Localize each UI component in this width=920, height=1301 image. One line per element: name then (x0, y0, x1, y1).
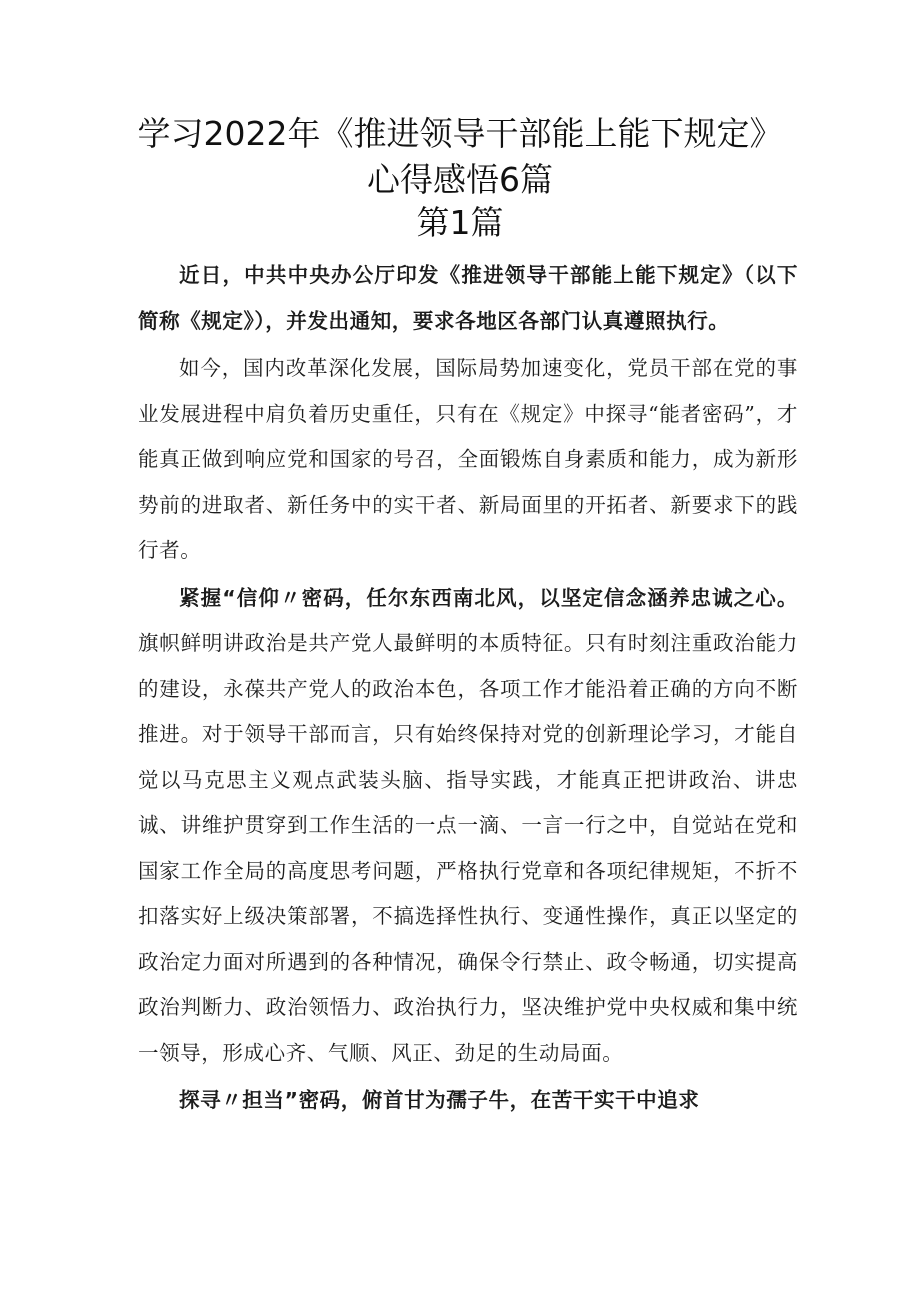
paragraph-3-heading: 紧握“信仰〃密码，任尔东西南北风，以坚定信念涵养忠诚之心。 (179, 585, 798, 610)
paragraph-1: 近日，中共中央办公厅印发《推进领导干部能上能下规定》（以下简称《规定》），并发出通知，要求各地区各部门认真遵照执行。 (138, 263, 798, 333)
paragraph-3 (138, 576, 798, 1077)
section-heading: 第1篇 (416, 203, 504, 242)
document-title-line-1: 学习2022年《推进领导干部能上能下规定》 (137, 114, 783, 153)
document-body (138, 253, 798, 1126)
paragraph-2: 如今，国内改革深化发展，国际局势加速变化，党员干部在党的事业发展进程中肩负着历史重任，只有在《规定》中探寻“能者密码”，才能真正做到响应党和国家的号召，全面锻炼自身素质和能力，成为新形势前的进取者、新任务中的实干者、新局面里的开拓者、新要求下的践行者。 (138, 356, 798, 562)
paragraph-3-body: 旗帜鲜明讲政治是共产党人最鲜明的本质特征。只有时刻注重政治能力的建设，永葆共产党人的政治本色，各项工作才能沿着正确的方向不断推进。对于领导干部而言，只有始终保持对党的创新理论学习，才能自觉以马克思主义观点武装头脑、指导实践，才能真正把讲政治、讲忠诚、讲维护贯穿到工作生活的一点一滴、一言一行之中，自觉站在党和国家工作全局的高度思考问题，严格执行党章和各项纪律规矩，不折不扣落实好上级决策部署，不搞选择性执行、变通性操作，真正以坚定的政治定力面对所遇到的各种情况，确保令行禁止、政令畅通，切实提高政治判断力、政治领悟力、政治执行力，坚决维护党中央权威和集中统一领导，形成心齐、气顺、风正、劲足的生动局面。 (138, 631, 798, 1065)
document-title-line-2: 心得感悟6篇 (367, 160, 553, 199)
paragraph-4-heading: 探寻〃担当”密码，俯首甘为孺子牛，在苦干实干中追求 (179, 1088, 700, 1112)
